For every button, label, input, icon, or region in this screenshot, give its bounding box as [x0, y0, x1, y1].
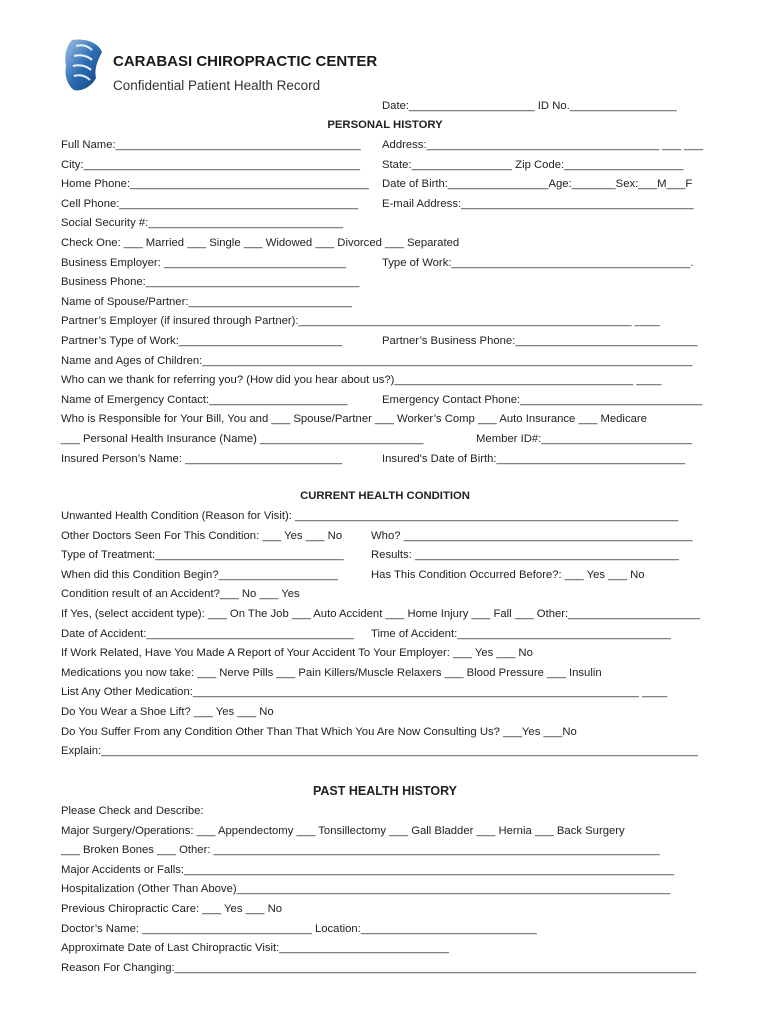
personal-field-right-0[interactable]: Address:_____________________________________ ___ ___ [382, 139, 704, 151]
personal-field-right-13[interactable]: Emergency Contact Phone:_____________________________ [382, 393, 703, 406]
current-field-left-9[interactable]: List Any Other Medication:_______________________________________________________________________ ____ [61, 686, 668, 699]
personal-field-right-2[interactable]: Date of Birth:________________Age:_______Sex:___M___F [382, 178, 693, 191]
current-field-left-5[interactable]: If Yes, (select accident type): ___ On The Job ___ Auto Accident ___ Home Injury ___ Fall ___ Other:_____________________ [61, 608, 701, 620]
current-field-left-7[interactable]: If Work Related, Have You Made A Report of Your Accident To Your Employer: ___ Yes ___ No [61, 647, 533, 660]
past-field-left-5[interactable]: Previous Chiropractic Care: ___ Yes ___ No [61, 903, 283, 915]
personal-field-left-1[interactable]: City:____________________________________________ [61, 158, 361, 171]
personal-field-left-9[interactable]: Partner’s Employer (if insured through Partner):_____________________________________________________ ____ [61, 315, 660, 328]
form-subtitle: Confidential Patient Health Record [113, 78, 321, 93]
spine-logo-icon [58, 38, 104, 92]
personal-field-left-8[interactable]: Name of Spouse/Partner:__________________________ [61, 295, 352, 308]
personal-field-left-11[interactable]: Name and Ages of Children:______________________________________________________________________________ [61, 354, 693, 367]
current-field-left-8[interactable]: Medications you now take: ___ Nerve Pills ___ Pain Killers/Muscle Relaxers ___ Blood Pressure ___ Insulin [61, 666, 602, 679]
personal-field-left-14[interactable]: Who is Responsible for Your Bill, You and ___ Spouse/Partner ___ Worker’s Comp ___ Auto Insurance ___ Medicare [61, 413, 647, 426]
past-field-left-3[interactable]: Major Accidents or Falls:______________________________________________________________________________ [61, 863, 675, 876]
personal-field-left-7[interactable]: Business Phone:__________________________________ [61, 276, 360, 289]
personal-field-left-0[interactable]: Full Name:_______________________________________ [61, 139, 361, 151]
personal-field-left-5[interactable]: Check One: ___ Married ___ Single ___ Widowed ___ Divorced ___ Separated [61, 237, 460, 249]
personal-field-left-2[interactable]: Home Phone:______________________________________ [61, 178, 369, 191]
past-field-left-6[interactable]: Doctor’s Name: ___________________________ Location:____________________________ [61, 922, 537, 935]
current-field-left-12[interactable]: Explain:_______________________________________________________________________________________________ [61, 745, 699, 758]
current-field-right-6[interactable]: Time of Accident:__________________________________ [371, 627, 671, 640]
clinic-title: CARABASI CHIROPRACTIC CENTER [113, 53, 378, 70]
personal-history-heading: PERSONAL HISTORY [327, 119, 443, 131]
current-field-left-0[interactable]: Unwanted Health Condition (Reason for Visit): _____________________________________________________________ [61, 510, 679, 522]
current-field-right-1[interactable]: Who? ______________________________________________ [371, 529, 693, 542]
personal-field-left-3[interactable]: Cell Phone:______________________________________ [61, 197, 359, 210]
personal-field-left-13[interactable]: Name of Emergency Contact:______________________ [61, 393, 348, 406]
past-field-left-8[interactable]: Reason For Changing:___________________________________________________________________________________ [61, 961, 697, 974]
personal-field-right-1[interactable]: State:________________ Zip Code:___________________ [382, 158, 684, 171]
personal-field-left-12[interactable]: Who can we thank for referring you? (How did you hear about us?)______________________________________ ____ [61, 374, 662, 387]
personal-field-right-10[interactable]: Partner’s Business Phone:_____________________________ [382, 335, 698, 347]
current-field-left-4[interactable]: Condition result of an Accident?___ No ___ Yes [61, 588, 300, 601]
personal-field-left-15[interactable]: ___ Personal Health Insurance (Name) __________________________ [61, 433, 424, 445]
past-field-left-2[interactable]: ___ Broken Bones ___ Other: _______________________________________________________________________ [61, 844, 660, 857]
personal-field-left-4[interactable]: Social Security #:_______________________________ [61, 217, 344, 230]
current-field-left-11[interactable]: Do You Suffer From any Condition Other Than That Which You Are Now Consulting Us? ___Yes ___No [61, 725, 577, 738]
past-field-left-7[interactable]: Approximate Date of Last Chiropractic Visit:___________________________ [61, 942, 449, 955]
personal-field-right-3[interactable]: E-mail Address:_____________________________________ [382, 197, 694, 210]
current-field-left-3[interactable]: When did this Condition Begin?___________________ [61, 568, 338, 581]
past-field-left-4[interactable]: Hospitalization (Other Than Above)_____________________________________________________________________ [61, 883, 671, 896]
current-field-right-3[interactable]: Has This Condition Occurred Before?: ___ Yes ___ No [371, 568, 645, 581]
current-field-left-1[interactable]: Other Doctors Seen For This Condition: ___ Yes ___ No [61, 529, 343, 542]
past-health-heading: PAST HEALTH HISTORY [313, 784, 457, 798]
past-field-left-0[interactable]: Please Check and Describe: [61, 805, 204, 817]
past-field-left-1[interactable]: Major Surgery/Operations: ___ Appendectomy ___ Tonsillectomy ___ Gall Bladder ___ Hernia ___ Back Surgery [61, 824, 625, 837]
personal-field-left-6[interactable]: Business Employer: _____________________________ [61, 256, 347, 269]
personal-field-right-16[interactable]: Insured's Date of Birth:______________________________ [382, 452, 686, 465]
personal-field-left-10[interactable]: Partner’s Type of Work:__________________________ [61, 335, 343, 347]
personal-field-left-16[interactable]: Insured Person’s Name: _________________________ [61, 452, 343, 465]
current-field-left-2[interactable]: Type of Treatment:______________________________ [61, 549, 344, 562]
personal-field-right-6[interactable]: Type of Work:______________________________________. [382, 256, 694, 269]
current-field-left-6[interactable]: Date of Accident:_________________________________ [61, 627, 354, 640]
current-health-heading: CURRENT HEALTH CONDITION [300, 490, 470, 502]
current-field-left-10[interactable]: Do You Wear a Shoe Lift? ___ Yes ___ No [61, 706, 274, 718]
date-id-line[interactable]: Date:____________________ ID No._________________ [382, 100, 677, 112]
current-field-right-2[interactable]: Results: __________________________________________ [371, 549, 679, 562]
personal-field-right-15[interactable]: Member ID#:________________________ [476, 433, 693, 445]
